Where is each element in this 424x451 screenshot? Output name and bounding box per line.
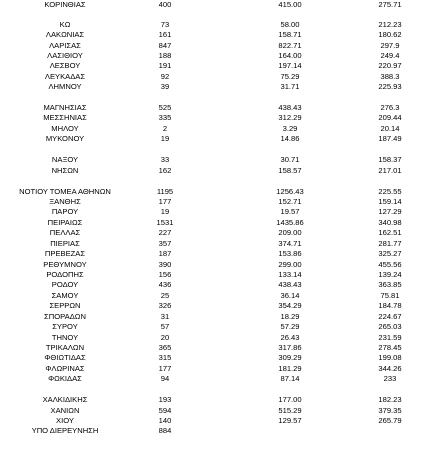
rate-value: 209.00 (278, 228, 302, 237)
case-count: 365 (158, 343, 172, 352)
region-name: ΤΡΙΚΑΛΩΝ (45, 343, 85, 352)
last-value: 158.37 (378, 155, 402, 164)
table-row (0, 103, 424, 112)
table-row (0, 207, 424, 216)
rate-value: 438.43 (278, 280, 302, 289)
last-value: 209.44 (378, 113, 402, 122)
last-value: 159.14 (378, 197, 402, 206)
region-name: ΝΟΤΙΟΥ ΤΟΜΕΑ ΑΘΗΝΩΝ (19, 187, 111, 196)
region-name: ΧΙΟΥ (56, 416, 74, 425)
rate-value: 309.29 (278, 353, 302, 362)
rate-value: 31.71 (280, 82, 300, 91)
table-row (0, 416, 424, 425)
case-count: 25 (160, 291, 170, 300)
region-name: ΤΗΝΟΥ (51, 333, 79, 342)
table-row (0, 353, 424, 362)
region-name: ΛΕΥΚΑΔΑΣ (44, 72, 86, 81)
last-value: 275.71 (378, 0, 402, 9)
rate-value: 1256.43 (276, 187, 304, 196)
table-row (0, 41, 424, 50)
table-row (0, 333, 424, 342)
last-value: 325.27 (378, 249, 402, 258)
table-row (0, 82, 424, 91)
rate-value: 197.14 (278, 61, 302, 70)
table-row (0, 124, 424, 133)
case-count: 19 (160, 207, 170, 216)
last-value: 388.3 (380, 72, 400, 81)
last-value: 220.97 (378, 61, 402, 70)
table-row (0, 61, 424, 70)
case-count: 594 (158, 406, 172, 415)
case-count: 227 (158, 228, 172, 237)
table-row (0, 20, 424, 29)
rate-value: 18.29 (280, 312, 300, 321)
rate-value: 415.00 (278, 0, 302, 9)
last-value: 278.45 (378, 343, 402, 352)
region-name: ΚΟΡΙΝΘΙΑΣ (44, 0, 86, 9)
region-name: ΛΕΣΒΟΥ (49, 61, 81, 70)
rate-value: 1435.86 (276, 218, 304, 227)
region-name: ΦΩΚΙΔΑΣ (48, 374, 82, 383)
last-value: 340.98 (378, 218, 402, 227)
rate-value: 3.29 (282, 124, 298, 133)
last-value: 379.35 (378, 406, 402, 415)
case-count: 525 (158, 103, 172, 112)
last-value: 184.78 (378, 301, 402, 310)
table-row (0, 249, 424, 258)
last-value: 199.08 (378, 353, 402, 362)
rate-value: 58.00 (280, 20, 300, 29)
rate-value: 822.71 (278, 41, 302, 50)
last-value: 75.81 (380, 291, 400, 300)
case-count: 357 (158, 239, 172, 248)
case-count: 177 (158, 364, 172, 373)
last-value: 276.3 (380, 103, 400, 112)
region-name: ΜΕΣΣΗΝΙΑΣ (43, 113, 87, 122)
case-count: 39 (160, 82, 170, 91)
table-row (0, 322, 424, 331)
case-count: 2 (162, 124, 168, 133)
last-value: 180.62 (378, 30, 402, 39)
table-row (0, 239, 424, 248)
case-count: 19 (160, 134, 170, 143)
region-name: ΜΥΚΟΝΟΥ (45, 134, 85, 143)
case-count: 73 (160, 20, 170, 29)
case-count: 31 (160, 312, 170, 321)
rate-value: 75.29 (280, 72, 300, 81)
rate-value: 57.29 (280, 322, 300, 331)
table-row (0, 426, 424, 435)
region-name: ΧΑΝΙΩΝ (50, 406, 80, 415)
region-name: ΣΕΡΡΩΝ (49, 301, 81, 310)
region-name: ΡΕΘΥΜΝΟΥ (43, 260, 87, 269)
region-name: ΜΗΛΟΥ (51, 124, 79, 133)
case-count: 161 (158, 30, 172, 39)
case-count: 92 (160, 72, 170, 81)
last-value: 344.26 (378, 364, 402, 373)
region-name: ΠΑΡΟΥ (51, 207, 79, 216)
last-value: 225.93 (378, 82, 402, 91)
table-row (0, 260, 424, 269)
region-name: ΛΑΡΙΣΑΣ (49, 41, 81, 50)
table-row (0, 301, 424, 310)
region-name: ΞΑΝΘΗΣ (49, 197, 81, 206)
case-count: 162 (158, 166, 172, 175)
last-value: 265.79 (378, 416, 402, 425)
region-name: ΝΗΣΩΝ (51, 166, 79, 175)
case-count: 193 (158, 395, 172, 404)
region-name: ΚΩ (59, 20, 71, 29)
rate-value: 299.00 (278, 260, 302, 269)
last-value: 297.9 (380, 41, 400, 50)
table-row (0, 51, 424, 60)
last-value: 265.03 (378, 322, 402, 331)
last-value: 162.51 (378, 228, 402, 237)
rate-value: 515.29 (278, 406, 302, 415)
rate-value: 164.00 (278, 51, 302, 60)
table-row (0, 187, 424, 196)
last-value: 231.59 (378, 333, 402, 342)
last-value: 363.85 (378, 280, 402, 289)
last-value: 139.24 (378, 270, 402, 279)
region-name: ΛΑΚΩΝΙΑΣ (45, 30, 85, 39)
rate-value: 177.00 (278, 395, 302, 404)
last-value: 281.77 (378, 239, 402, 248)
region-name: ΣΥΡΟΥ (52, 322, 78, 331)
rate-value: 374.71 (278, 239, 302, 248)
region-name: ΠΕΛΛΑΣ (49, 228, 81, 237)
region-name: ΥΠΟ ΔΙΕΡΕΥΝΗΣΗ (31, 426, 99, 435)
table-row (0, 72, 424, 81)
table-row (0, 364, 424, 373)
case-count: 33 (160, 155, 170, 164)
table-row (0, 228, 424, 237)
rate-value: 158.71 (278, 30, 302, 39)
last-value: 212.23 (378, 20, 402, 29)
table-row (0, 197, 424, 206)
table-row (0, 113, 424, 122)
last-value: 182.23 (378, 395, 402, 404)
rate-value: 152.71 (278, 197, 302, 206)
region-name: ΛΗΜΝΟΥ (48, 82, 82, 91)
rate-value: 26.43 (280, 333, 300, 342)
table-row (0, 0, 424, 9)
case-count: 57 (160, 322, 170, 331)
rate-value: 181.29 (278, 364, 302, 373)
table-row (0, 374, 424, 383)
case-count: 436 (158, 280, 172, 289)
region-name: ΣΠΟΡΑΔΩΝ (44, 312, 86, 321)
case-count: 847 (158, 41, 172, 50)
rate-value: 133.14 (278, 270, 302, 279)
table-row (0, 280, 424, 289)
table-row (0, 395, 424, 404)
rate-value: 19.57 (280, 207, 300, 216)
rate-value: 153.86 (278, 249, 302, 258)
table-row (0, 291, 424, 300)
table-row (0, 218, 424, 227)
rate-value: 317.86 (278, 343, 302, 352)
rate-value: 158.57 (278, 166, 302, 175)
table-row (0, 312, 424, 321)
last-value: 187.49 (378, 134, 402, 143)
table-row (0, 134, 424, 143)
last-value: 217.01 (378, 166, 402, 175)
region-name: ΡΟΔΟΥ (51, 280, 79, 289)
case-count: 191 (158, 61, 172, 70)
case-count: 326 (158, 301, 172, 310)
case-count: 315 (158, 353, 172, 362)
region-name: ΣΑΜΟΥ (51, 291, 79, 300)
rate-value: 30.71 (280, 155, 300, 164)
table-row (0, 155, 424, 164)
case-count: 94 (160, 374, 170, 383)
case-count: 187 (158, 249, 172, 258)
rate-value: 129.57 (278, 416, 302, 425)
table-row (0, 343, 424, 352)
last-value: 233 (383, 374, 397, 383)
last-value: 127.29 (378, 207, 402, 216)
last-value: 249.4 (380, 51, 400, 60)
case-count: 335 (158, 113, 172, 122)
case-count: 884 (158, 426, 172, 435)
table-row (0, 30, 424, 39)
region-name: ΦΘΙΩΤΙΔΑΣ (44, 353, 86, 362)
last-value: 455.56 (378, 260, 402, 269)
case-count: 390 (158, 260, 172, 269)
last-value: 20.14 (380, 124, 400, 133)
table-row (0, 166, 424, 175)
region-name: ΧΑΛΚΙΔΙΚΗΣ (42, 395, 88, 404)
case-count: 177 (158, 197, 172, 206)
case-count: 1195 (156, 187, 174, 196)
region-name: ΠΡΕΒΕΖΑΣ (44, 249, 86, 258)
case-count: 20 (160, 333, 170, 342)
rate-value: 438.43 (278, 103, 302, 112)
rate-value: 312.29 (278, 113, 302, 122)
case-count: 188 (158, 51, 172, 60)
rate-value: 36.14 (280, 291, 300, 300)
case-count: 400 (158, 0, 172, 9)
region-name: ΦΛΩΡΙΝΑΣ (45, 364, 85, 373)
case-count: 140 (158, 416, 172, 425)
case-count: 156 (158, 270, 172, 279)
last-value: 224.67 (378, 312, 402, 321)
rate-value: 354.29 (278, 301, 302, 310)
last-value: 225.55 (378, 187, 402, 196)
rate-value: 87.14 (280, 374, 300, 383)
rate-value: 14.86 (280, 134, 300, 143)
table-row (0, 270, 424, 279)
region-name: ΠΕΙΡΑΙΩΣ (47, 218, 83, 227)
case-count: 1531 (156, 218, 174, 227)
region-name: ΛΑΣΙΘΙΟΥ (47, 51, 83, 60)
region-name: ΡΟΔΟΠΗΣ (46, 270, 84, 279)
region-name: ΠΙΕΡΙΑΣ (50, 239, 80, 248)
region-name: ΜΑΓΝΗΣΙΑΣ (43, 103, 87, 112)
region-name: ΝΑΞΟΥ (51, 155, 79, 164)
table-row (0, 406, 424, 415)
